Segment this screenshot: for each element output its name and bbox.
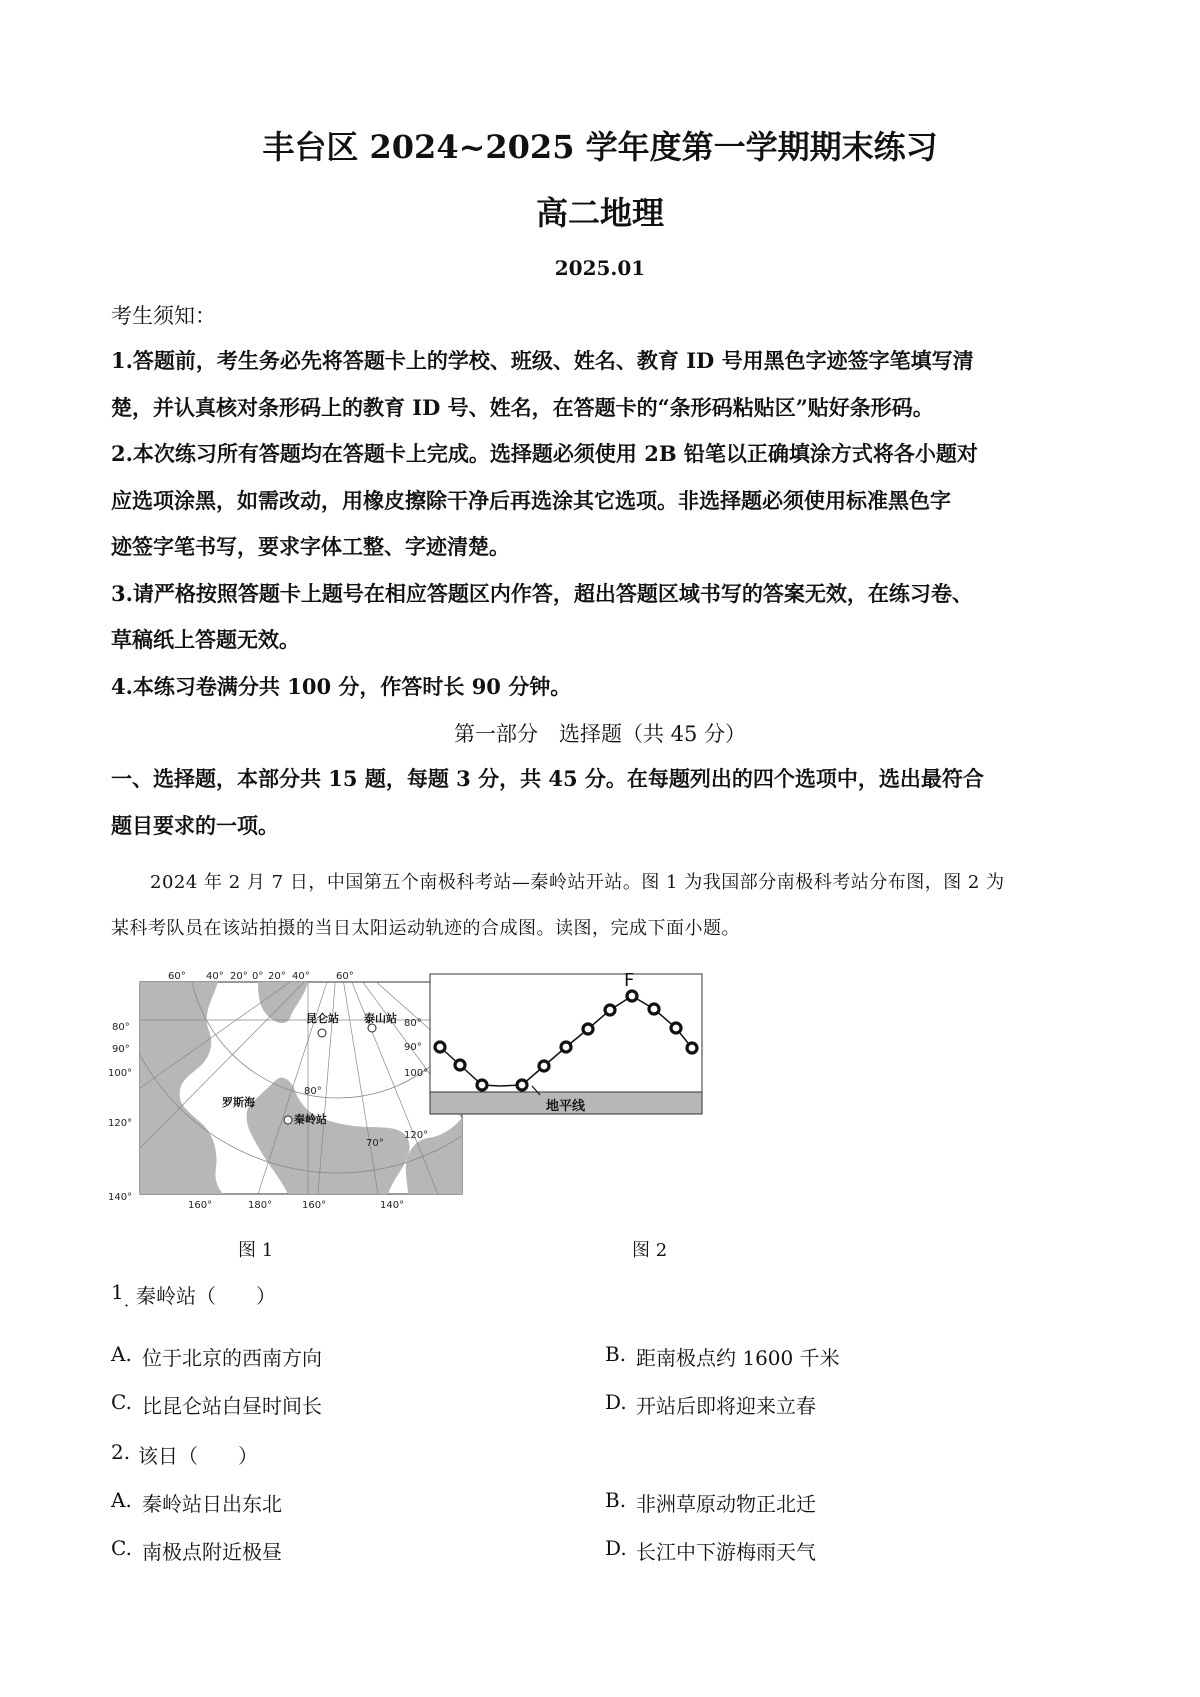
question-number: 2. (111, 1440, 131, 1464)
option-text: 比昆仑站白昼时间长 (142, 1394, 322, 1418)
svg-text:80°: 80° (112, 1022, 130, 1033)
notice-line: 4.本练习卷满分共 100 分，作答时长 90 分钟。 (111, 674, 572, 699)
exam-subject: 高二地理 (535, 194, 664, 232)
option-letter: A. (111, 1488, 132, 1512)
svg-text:140°: 140° (380, 1200, 405, 1211)
notice-line: 2.本次练习所有答题均在答题卡上完成。选择题必须使用 2B 铅笔以正确填涂方式将各小题对 (111, 441, 978, 466)
svg-text:160°: 160° (188, 1200, 213, 1211)
qinling-label: 秦岭站 (294, 1113, 327, 1126)
svg-text:140°: 140° (108, 1192, 133, 1203)
svg-text:90°: 90° (404, 1042, 422, 1053)
sun-path-diagram (430, 970, 702, 1114)
exam-date: 2025.01 (554, 256, 646, 280)
svg-text:20°: 20° (268, 971, 286, 982)
kunlun-label: 昆仑站 (306, 1012, 339, 1025)
svg-text:100°: 100° (404, 1068, 429, 1079)
question-stem: 秦岭站（ ） (136, 1284, 276, 1308)
option-letter: D. (605, 1536, 627, 1560)
notice-line: 3.请严格按照答题卡上题号在相应答题区内作答，超出答题区域书写的答案无效，在练习卷、 (111, 581, 973, 606)
option-text: 距南极点约 1600 千米 (636, 1346, 840, 1370)
qinling-station-marker (284, 1116, 292, 1124)
question-number-dot: · (124, 1296, 130, 1315)
option-letter: B. (605, 1342, 627, 1366)
svg-text:80°: 80° (304, 1086, 322, 1097)
svg-text:120°: 120° (108, 1118, 133, 1129)
peak-label: F (624, 970, 635, 991)
antarctic-station-map (108, 968, 788, 1214)
option-text: 非洲草原动物正北迁 (636, 1492, 816, 1516)
option-text: 长江中下游梅雨天气 (636, 1540, 816, 1564)
question-number: 1 (111, 1280, 124, 1304)
option-letter: C. (111, 1390, 132, 1414)
exam-title: 丰台区 2024~2025 学年度第一学期期末练习 (262, 128, 938, 166)
svg-text:160°: 160° (302, 1200, 327, 1211)
horizon-label: 地平线 (546, 1099, 586, 1114)
part-instruction: 题目要求的一项。 (111, 813, 279, 838)
svg-text:180°: 180° (248, 1200, 273, 1211)
part-heading: 第一部分 选择题（共 45 分） (453, 722, 747, 746)
ross-sea-label: 罗斯海 (222, 1096, 255, 1109)
svg-text:90°: 90° (112, 1044, 130, 1055)
notice-line: 迹签字笔书写，要求字体工整、字迹清楚。 (111, 534, 510, 559)
question-stem: 该日（ ） (138, 1444, 258, 1468)
option-letter: C. (111, 1536, 132, 1560)
svg-text:40°: 40° (206, 971, 224, 982)
taishan-label: 泰山站 (364, 1012, 397, 1025)
notice-line: 应选项涂黑，如需改动，用橡皮擦除干净后再选涂其它选项。非选择题必须使用标准黑色字 (111, 488, 951, 513)
option-text: 开站后即将迎来立春 (636, 1394, 816, 1418)
svg-text:100°: 100° (108, 1068, 133, 1079)
part-instruction: 一、选择题，本部分共 15 题，每题 3 分，共 45 分。在每题列出的四个选项中，选出最符合 (111, 766, 984, 791)
option-text: 南极点附近极昼 (142, 1540, 282, 1564)
option-letter: D. (605, 1390, 627, 1414)
taishan-station-marker (368, 1024, 376, 1032)
svg-text:60°: 60° (336, 971, 354, 982)
notice-heading: 考生须知： (111, 304, 216, 328)
intro-line: 2024 年 2 月 7 日，中国第五个南极科考站—秦岭站开站。图 1 为我国部分南极科考站分布图，图 2 为 (150, 872, 1005, 893)
notice-line: 草稿纸上答题无效。 (111, 627, 300, 652)
svg-text:20°: 20° (230, 971, 248, 982)
option-letter: B. (605, 1488, 627, 1512)
option-text: 秦岭站日出东北 (142, 1492, 282, 1516)
notice-line: 楚，并认真核对条形码上的教育 ID 号、姓名，在答题卡的“条形码粘贴区”贴好条形码。 (111, 395, 934, 420)
option-text: 位于北京的西南方向 (142, 1346, 322, 1370)
svg-text:80°: 80° (404, 1018, 422, 1029)
svg-text:60°: 60° (168, 971, 186, 982)
intro-line: 某科考队员在该站拍摄的当日太阳运动轨迹的合成图。读图，完成下面小题。 (111, 918, 740, 939)
svg-text:0°: 0° (252, 971, 264, 982)
svg-text:70°: 70° (366, 1138, 384, 1149)
svg-text:120°: 120° (404, 1130, 429, 1141)
notice-line: 1.答题前，考生务必先将答题卡上的学校、班级、姓名、教育 ID 号用黑色字迹签字笔填写清 (111, 348, 974, 373)
option-letter: A. (111, 1342, 132, 1366)
kunlun-station-marker (318, 1029, 326, 1037)
svg-text:40°: 40° (292, 971, 310, 982)
figure1-caption: 图 1 (238, 1240, 274, 1261)
figure2-caption: 图 2 (632, 1240, 668, 1261)
